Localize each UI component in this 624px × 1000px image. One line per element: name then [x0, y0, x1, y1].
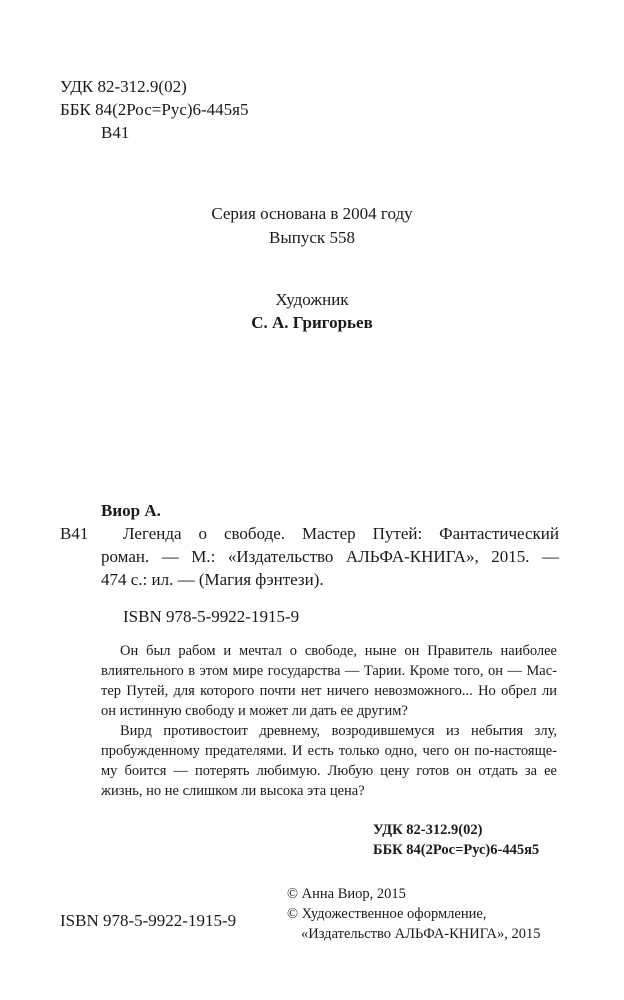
isbn-bottom: ISBN 978-5-9922-1915-9 [60, 911, 237, 930]
copyright-publisher: «Издательство АЛЬФА-КНИГА», 2015 [301, 926, 541, 942]
udk-top: УДК 82-312.9(02) [60, 77, 187, 96]
copyright-design: © Художественное оформление, [287, 906, 487, 922]
udk-bottom: УДК 82-312.9(02) [373, 822, 483, 838]
bbk-bottom: ББК 84(2Рос=Рус)6-445я5 [373, 842, 540, 858]
annotation-line: Он был рабом и мечтал о свободе, ныне он Правитель наиболее [120, 643, 557, 659]
illustrator-name: С. А. Григорьев [251, 313, 373, 332]
annotation-line: тер Путей, для которого почти нет ничего невозможного... Но обрел ли [101, 683, 557, 699]
copyright-author: © Анна Виор, 2015 [287, 886, 406, 902]
annotation-line: му боится — потерять любимую. Любую цену готов он отдать за ее [101, 763, 557, 779]
record-author-sign: В41 [60, 524, 89, 543]
record-isbn: ISBN 978-5-9922-1915-9 [123, 607, 300, 626]
annotation-line: влиятельного в этом мире государства — Тарии. Кроме того, он — Мас- [101, 663, 557, 679]
annotation-line: Вирд противостоит древнему, возродившемуся из небытия злу, [120, 723, 557, 739]
record-author: Виор А. [101, 501, 161, 520]
annotation-line: пробужденному предателями. И есть только одно, чего он по-настояще- [101, 743, 557, 759]
record-description-line: 474 с.: ил. — (Магия фэнтези). [101, 570, 324, 589]
annotation-line: жизнь, но не слишком ли высока эта цена? [101, 783, 365, 799]
author-sign-top: В41 [101, 123, 130, 142]
bbk-top: ББК 84(2Рос=Рус)6-445я5 [60, 100, 249, 119]
record-description-line: роман. — М.: «Издательство АЛЬФА-КНИГА», 2015. — [101, 547, 559, 566]
illustrator-label: Художник [275, 290, 349, 309]
series-founded: Серия основана в 2004 году [211, 204, 413, 223]
annotation-line: он истинную свободу и может ли дать ее другим? [101, 703, 408, 719]
record-description-line: Легенда о свободе. Мастер Путей: Фантастический [123, 524, 559, 543]
series-issue: Выпуск 558 [269, 228, 355, 247]
